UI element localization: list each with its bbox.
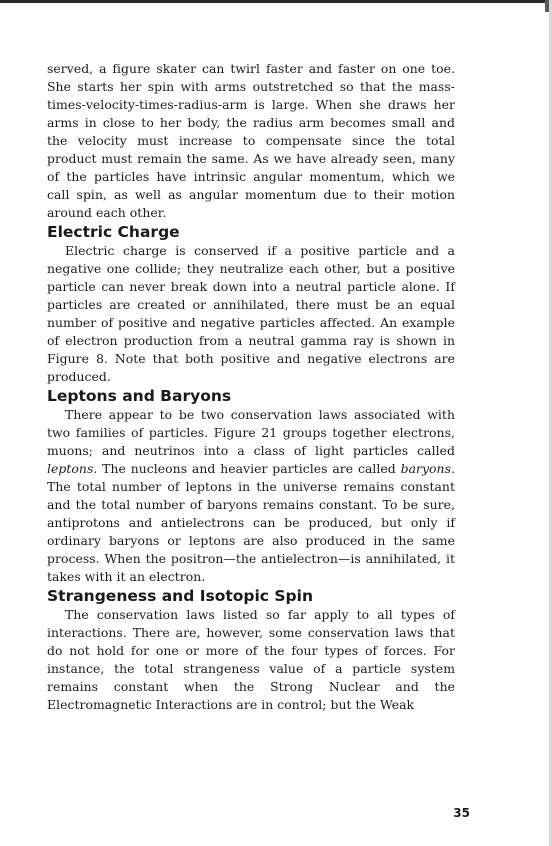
electric-charge-paragraph: Electric charge is conserved if a positive particle and a negative one collide; they neutralize each other, but a positive particle can never break down into a neutral particle alone. If particles are created or annihilated, there must be an equal number of positive and negative particles affected. An example of electron production from a neutral gamma ray is shown in Figure 8. Note that both positive and negative electrons are produced. — [47, 243, 455, 384]
section-heading-leptons-baryons: Leptons and Baryons — [47, 387, 232, 405]
intro-paragraph: served, a figure skater can twirl faster and faster on one toe. She starts her spin with arms outstretched so that the mass-times-velocity-times-radius-arm is large. When she draws her arms in close to her body, the radius arm becomes small and the velocity must increase to compensate since the total product must remain the same. As we have already seen, many of the particles have intrinsic angular momentum, which we call spin, as well as angular momentum due to their motion around each other. — [47, 61, 455, 220]
page-content — [47, 60, 455, 714]
page-top-edge — [0, 0, 552, 12]
term-baryons: baryons — [400, 461, 451, 476]
strangeness-paragraph: The conservation laws listed so far apply to all types of interactions. There are, however, some conservation laws that do not hold for one or more of the four types of forces. For instance, the total strangeness value of a particle system remains constant when the Strong Nuclear and the Electromagnetic Interactions are in control; but the Weak — [47, 607, 455, 712]
section-heading-strangeness: Strangeness and Isotopic Spin — [47, 587, 313, 605]
paragraph-text: There appear to be two conservation laws associated with two families of particles. Figure 21 groups together electrons, muons; and neutrinos into a class of light particles called — [47, 407, 455, 458]
paragraph-text: . The nucleons and heavier particles are called — [93, 461, 401, 476]
section-heading-electric-charge: Electric Charge — [47, 223, 180, 241]
page-number: 35 — [453, 806, 470, 820]
term-leptons: leptons — [47, 461, 94, 476]
leptons-baryons-paragraph — [47, 406, 455, 586]
paragraph-text: . The total number of leptons in the universe remains constant and the total number of baryons remains constant. To be sure, antiprotons and antielectrons can be produced, but only if ordinary baryons or leptons are also produced in the same process. When the positron—the antielectron—is annihilated, it takes with it an electron. — [47, 461, 455, 584]
